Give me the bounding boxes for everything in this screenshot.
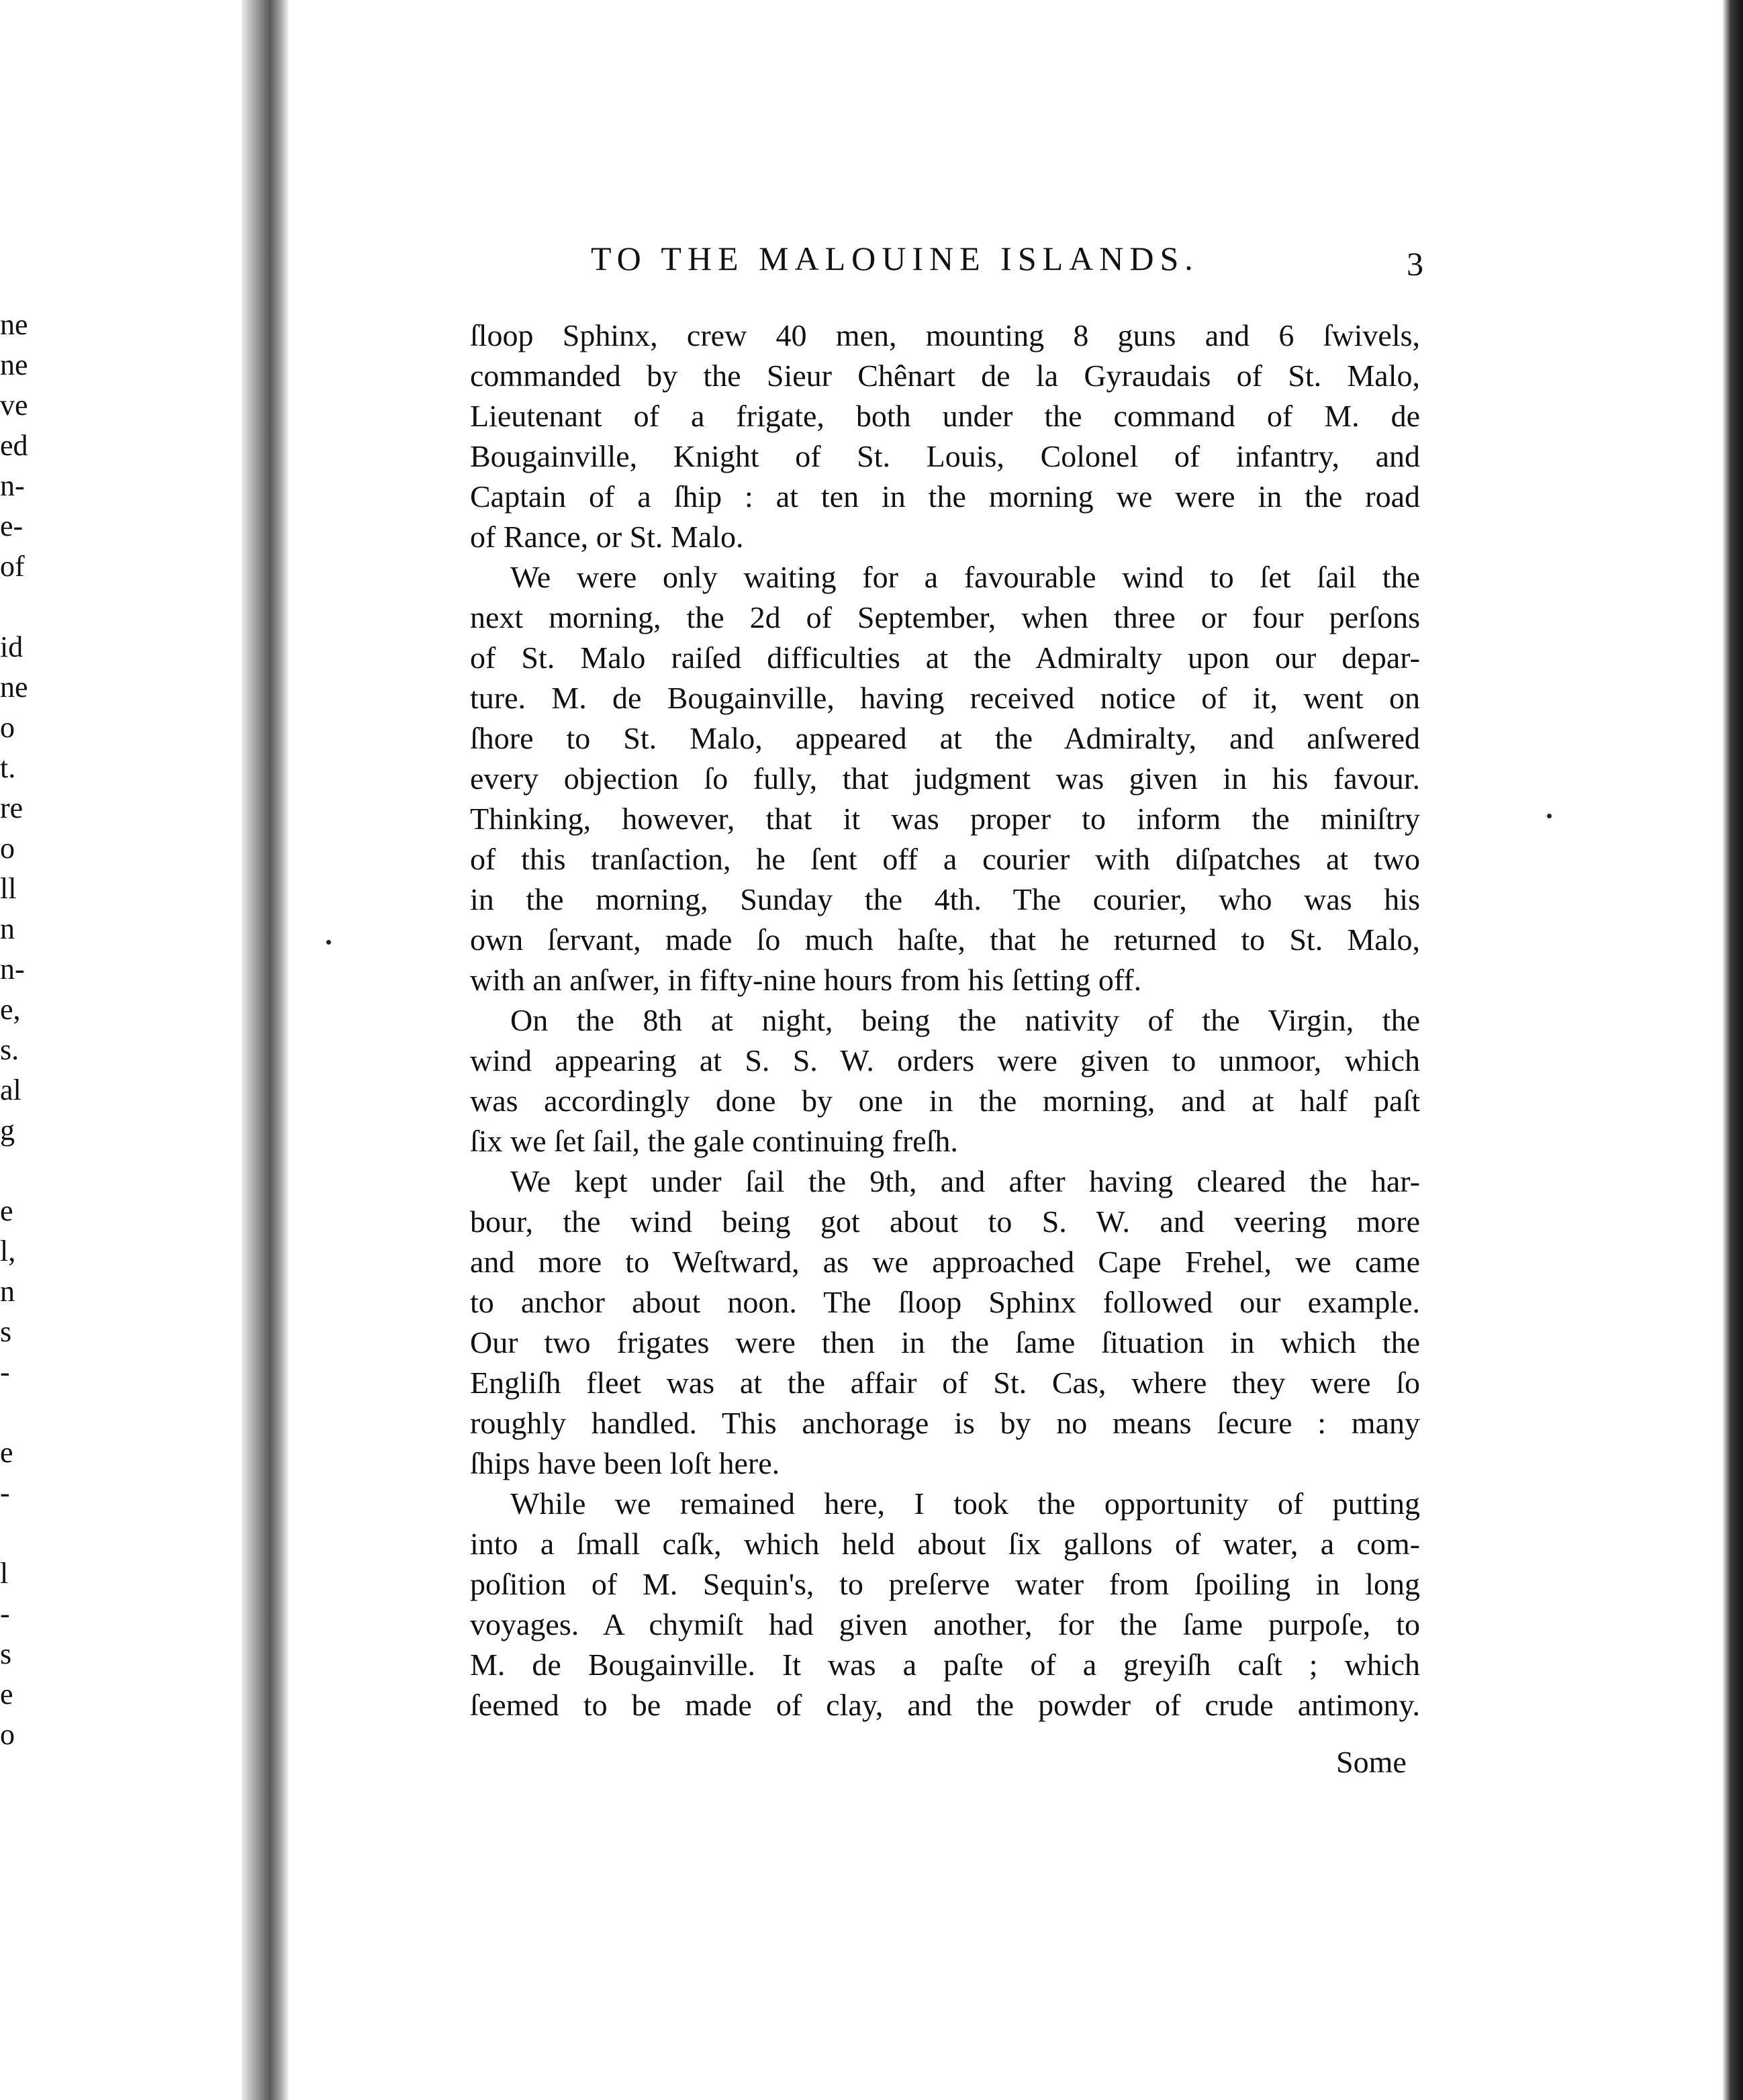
previous-page-fragment: n (0, 1275, 15, 1308)
previous-page-fragment: ll (0, 872, 17, 905)
text-line: bour, the wind being got about to S. W. and veering more (470, 1204, 1420, 1239)
text-line: voyages. A chymiſt had given another, for the ſame purpoſe, to (470, 1607, 1420, 1641)
previous-page-fragment: g (0, 1114, 15, 1147)
text-line: ture. M. de Bougainville, having received notice of it, went on (470, 681, 1420, 715)
text-line: was accordingly done by one in the morning, and at half paſt (470, 1084, 1420, 1118)
previous-page-fragment: al (0, 1073, 21, 1106)
previous-page-fragment: n- (0, 953, 25, 986)
text-line: of this tranſaction, he ſent off a courier with diſpatches at two (470, 842, 1420, 876)
previous-page-fragment: o (0, 711, 15, 744)
text-line: Engliſh fleet was at the affair of St. Cas, where they were ſo (470, 1366, 1420, 1400)
text-line: commanded by the Sieur Chênart de la Gyraudais of St. Malo, (470, 359, 1420, 393)
body-text (470, 316, 1420, 1725)
previous-page-fragment: o (0, 1718, 15, 1751)
text-line: Thinking, however, that it was proper to inform the miniſtry (470, 802, 1420, 836)
previous-page-fragment: e (0, 1194, 13, 1227)
text-line: Our two frigates were then in the ſame ſituation in which the (470, 1325, 1420, 1359)
text-line: to anchor about noon. The ſloop Sphinx followed our example. (470, 1285, 1420, 1319)
previous-page-fragment: ve (0, 389, 28, 422)
text-line: We were only waiting for a favourable wind to ſet ſail the (510, 560, 1420, 594)
previous-page-fragment: - (0, 1476, 10, 1509)
text-line: While we remained here, I took the opportunity of putting (510, 1486, 1420, 1521)
text-line: and more to Weſtward, as we approached Cape Frehel, we came (470, 1245, 1420, 1279)
text-line: into a ſmall caſk, which held about ſix gallons of water, a com- (470, 1527, 1420, 1561)
text-line: of St. Malo raiſed difficulties at the Admiralty upon our depar- (470, 640, 1420, 675)
page-edge-shadow (1722, 0, 1743, 2100)
text-line: M. de Bougainville. It was a paſte of a greyiſh caſt ; which (470, 1648, 1420, 1682)
text-line: We kept under ſail the 9th, and after having cleared the har- (510, 1164, 1420, 1198)
previous-page-fragment: id (0, 630, 23, 663)
previous-page-fragment: s (0, 1315, 12, 1348)
text-line: of Rance, or St. Malo. (470, 520, 744, 554)
previous-page-fragment: e- (0, 510, 23, 542)
previous-page-fragment: t. (0, 751, 16, 784)
previous-page-fragment: l, (0, 1235, 16, 1268)
previous-page-fragment: ne (0, 308, 28, 341)
previous-page-fragment: s (0, 1637, 12, 1670)
text-line: Bougainville, Knight of St. Louis, Colonel of infantry, and (470, 439, 1420, 473)
catchword: Some (1336, 1745, 1407, 1779)
previous-page-fragment: ne (0, 671, 28, 704)
text-line: ſeemed to be made of clay, and the powder of crude antimony. (470, 1688, 1420, 1722)
previous-page-fragment: s. (0, 1033, 19, 1066)
text-line: roughly handled. This anchorage is by no means ſecure : many (470, 1406, 1420, 1440)
text-line: ſix we ſet ſail, the gale continuing freſh. (470, 1124, 958, 1158)
previous-page-fragment: e, (0, 993, 21, 1026)
previous-page-fragment: re (0, 792, 23, 824)
previous-page-edge (0, 0, 242, 2100)
text-line: next morning, the 2d of September, when three or four perſons (470, 600, 1420, 634)
text-line: every objection ſo fully, that judgment was given in his favour. (470, 761, 1420, 796)
running-head: TO THE MALOUINE ISLANDS. (591, 240, 1199, 277)
text-line: in the morning, Sunday the 4th. The courier, who was his (470, 882, 1420, 916)
previous-page-fragment: l (0, 1557, 9, 1590)
previous-page-fragment: ed (0, 429, 28, 462)
previous-page-fragment: n (0, 912, 15, 945)
previous-page-fragment: - (0, 1355, 10, 1388)
previous-page-fragment: ne (0, 348, 28, 381)
previous-page-fragment: e (0, 1436, 13, 1469)
text-line: Captain of a ſhip : at ten in the morning we were in the road (470, 479, 1420, 514)
text-line: with an anſwer, in fifty-nine hours from his ſetting off. (470, 963, 1142, 997)
page-header (295, 242, 1423, 289)
book-gutter (242, 0, 289, 2100)
previous-page-fragment: e (0, 1678, 13, 1711)
text-line: poſition of M. Sequin's, to preſerve water from ſpoiling in long (470, 1567, 1420, 1601)
previous-page-fragment: o (0, 832, 15, 865)
text-line: On the 8th at night, being the nativity of the Virgin, the (510, 1003, 1420, 1037)
text-line: ſhips have been loſt here. (470, 1446, 780, 1480)
ink-speck (1547, 814, 1552, 818)
ink-speck (326, 940, 331, 945)
text-line: ſloop Sphinx, crew 40 men, mounting 8 guns and 6 ſwivels, (470, 318, 1420, 352)
page-number: 3 (1407, 245, 1423, 283)
previous-page-fragment: n- (0, 469, 25, 502)
text-line: wind appearing at S. S. W. orders were given to unmoor, which (470, 1043, 1420, 1078)
text-line: Lieutenant of a frigate, both under the command of M. de (470, 399, 1420, 433)
previous-page-fragment: - (0, 1597, 10, 1630)
text-line: ſhore to St. Malo, appeared at the Admiralty, and anſwered (470, 721, 1420, 755)
previous-page-fragment: of (0, 550, 25, 583)
text-line: own ſervant, made ſo much haſte, that he returned to St. Malo, (470, 922, 1420, 957)
